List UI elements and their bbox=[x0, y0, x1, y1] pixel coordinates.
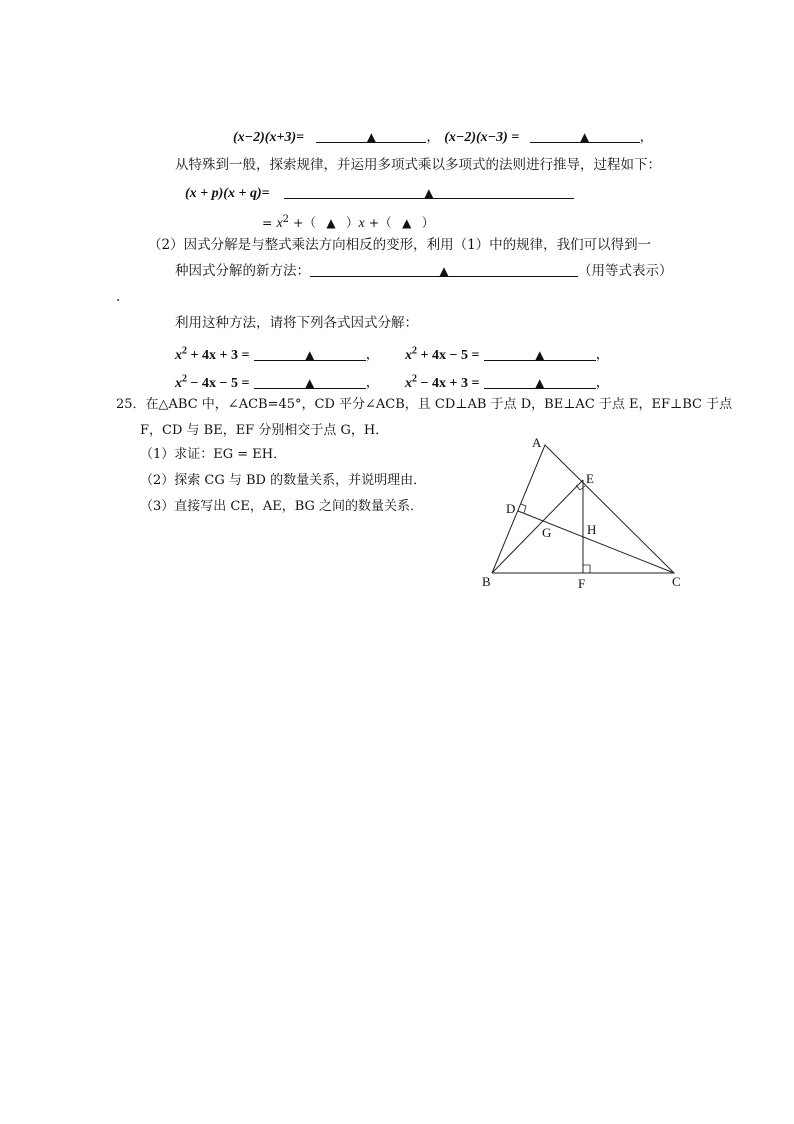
factor-expr: − 4x − 5 = bbox=[187, 375, 250, 391]
answer-blank-factor-1[interactable] bbox=[254, 346, 366, 361]
label-f: F bbox=[578, 576, 586, 591]
triangle-mark-icon: ▲ bbox=[326, 216, 336, 231]
q25-sub2: （2）探索 CG 与 BD 的数量关系，并说明理由． bbox=[140, 473, 427, 488]
general-expr: (x + p)(x + q)= bbox=[185, 186, 270, 201]
triangle-mark-icon: ▲ bbox=[535, 347, 545, 362]
exponent: 2 bbox=[182, 373, 187, 384]
segment-be bbox=[492, 480, 583, 573]
triangle-mark-icon: ▲ bbox=[535, 375, 545, 390]
triangle-mark-icon: ▲ bbox=[402, 216, 412, 231]
separator: ， bbox=[595, 374, 610, 391]
answer-blank-general[interactable] bbox=[284, 184, 574, 199]
exponent: 2 bbox=[412, 345, 417, 356]
answer-blank-2[interactable] bbox=[530, 128, 640, 143]
answer-blank-factor-4[interactable] bbox=[484, 374, 596, 389]
x-var: x bbox=[405, 375, 412, 391]
label-g: G bbox=[542, 525, 552, 540]
triangle-mark-icon: ▲ bbox=[305, 347, 315, 362]
label-e: E bbox=[586, 471, 594, 486]
factor-item-1 bbox=[175, 342, 379, 365]
factor-item-4 bbox=[405, 370, 609, 393]
triangle-mark-icon: ▲ bbox=[439, 264, 449, 278]
q24-row1 bbox=[233, 128, 653, 147]
triangle-mark-icon: ▲ bbox=[579, 130, 590, 144]
label-d: D bbox=[506, 501, 516, 516]
exponent: 2 bbox=[412, 373, 417, 384]
q24-eq-line bbox=[262, 211, 434, 233]
segment-cd bbox=[518, 511, 674, 573]
q25-sub1: （1）求证：EG = EH． bbox=[140, 447, 287, 462]
expr-2: (x−2)(x−3) = bbox=[444, 130, 520, 145]
coef-blank-2[interactable] bbox=[392, 214, 422, 232]
label-a: A bbox=[532, 435, 542, 450]
label-h: H bbox=[587, 522, 597, 537]
separator: ， bbox=[365, 346, 380, 363]
exponent: 2 bbox=[182, 345, 187, 356]
part2-suffix: （用等式表示） bbox=[578, 263, 673, 279]
part2-prefix: 种因式分解的新方法： bbox=[175, 263, 310, 279]
q24-part2-line1: （2）因式分解是与整式乘法方向相反的变形，利用（1）中的规律，我们可以得到一 bbox=[148, 237, 652, 253]
factor-expr: + 4x + 3 = bbox=[187, 347, 250, 363]
coef-blank-1[interactable] bbox=[316, 214, 346, 232]
x-var: x bbox=[405, 347, 412, 363]
triangle-mark-icon: ▲ bbox=[305, 375, 315, 390]
separator: ， bbox=[365, 374, 380, 391]
triangle-mark-icon: ▲ bbox=[424, 186, 434, 200]
answer-blank-1[interactable] bbox=[316, 128, 426, 143]
separator: ， bbox=[639, 129, 654, 145]
triangle-figure bbox=[478, 432, 688, 592]
q25-sub3: （3）直接写出 CE，AE，BG 之间的数量关系． bbox=[140, 499, 424, 514]
stray-dot: . bbox=[116, 289, 121, 305]
factor-item-2 bbox=[405, 342, 609, 365]
q24-intro: 从特殊到一般，探索规律，并运用多项式乘以多项式的法则进行推导，过程如下： bbox=[175, 157, 661, 173]
plus-open-paren: +（ bbox=[289, 215, 316, 231]
x-var: x bbox=[175, 347, 182, 363]
x-var: x bbox=[175, 375, 182, 391]
factor-item-3 bbox=[175, 370, 379, 393]
factor-expr: − 4x + 3 = bbox=[417, 375, 480, 391]
right-angle-f bbox=[583, 565, 590, 573]
x-var: x bbox=[276, 216, 283, 232]
right-angle-d bbox=[521, 504, 526, 513]
factor-expr: + 4x − 5 = bbox=[417, 347, 480, 363]
exponent: 2 bbox=[282, 214, 290, 225]
q25-line1: 25．在△ABC 中，∠ACB=45°，CD 平分∠ACB，且 CD⊥AB 于点 D，BE⊥AC 于点 E，EF⊥BC 于点 bbox=[116, 397, 733, 412]
triangle-mark-icon: ▲ bbox=[366, 130, 376, 144]
q25-line2: F，CD 与 BE，EF 分别相交于点 G，H． bbox=[140, 423, 389, 438]
close-paren: ） bbox=[421, 215, 435, 231]
x-var: x bbox=[358, 216, 365, 232]
label-b: B bbox=[482, 574, 491, 589]
answer-blank-factor-2[interactable] bbox=[484, 346, 596, 361]
answer-blank-factor-3[interactable] bbox=[254, 374, 366, 389]
close-paren: ） bbox=[346, 215, 359, 231]
answer-blank-method[interactable] bbox=[310, 262, 578, 277]
q24-general bbox=[185, 184, 574, 203]
equals-sign: = bbox=[262, 215, 277, 231]
expr-1: (x−2)(x+3)= bbox=[233, 130, 305, 145]
label-c: C bbox=[672, 574, 681, 589]
q24-method-intro: 利用这种方法，请将下列各式因式分解： bbox=[175, 315, 418, 331]
q24-part2-line2 bbox=[175, 262, 673, 280]
separator: ， bbox=[595, 346, 610, 363]
separator: ， bbox=[426, 129, 440, 145]
plus-open-paren: +（ bbox=[364, 215, 392, 231]
